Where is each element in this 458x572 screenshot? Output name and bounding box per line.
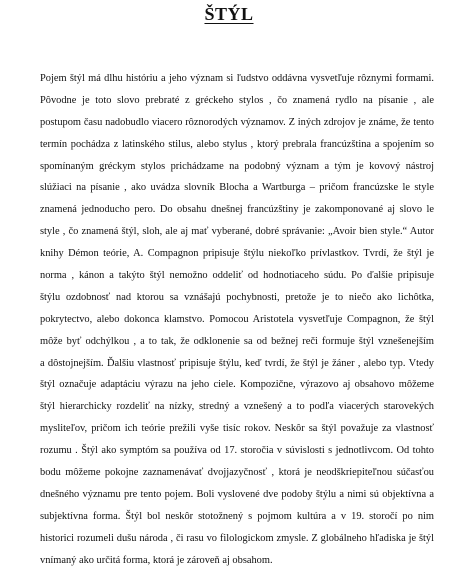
paragraph-line: mysliteľov, pričom ich teórie prežili vyše tisíc rokov. Neskôr sa štýl považuje za vlastnosť — [40, 423, 434, 435]
paragraph-line: môže byť odchýlkou , a to tak, že odklonenie sa od bežnej reči formuje štýl vznešenejším — [40, 335, 434, 347]
paragraph-line: postupom času nadobudlo viacero rôznorodých významov. Z iných zdrojov je známe, že tento — [40, 116, 434, 128]
paragraph-line: znamená jednoducho pero. Do obsahu dnešnej francúzštiny je zakomponované aj slovo le — [40, 204, 434, 216]
paragraph-line: rozumu . Štýl ako symptóm sa používa od 17. storočia v súvislosti s jednotlivcom. Od tohto — [40, 445, 434, 457]
paragraph-line: Pojem štýl má dlhu históriu a jeho význam si ľudstvo oddávna vysvetľuje rôznymi formami. — [40, 73, 434, 84]
paragraph-line: a dôstojnejším. Ďalšiu vlastnosť pripisuje štýlu, keď tvrdí, že štýl je žáner , alebo typ. Vtedy — [40, 357, 434, 369]
paragraph-line: vnímaný ako určitá forma, ktorá je zároveň aj obsahom. — [40, 554, 273, 566]
paragraph-line: pokrytectvo, alebo dokonca klamstvo. Pomocou Aristotela vysvetľuje Compagnon, že štýl — [40, 313, 434, 325]
paragraph-line: štýl označuje adaptáciu výrazu na jeho ciele. Kompozične, výrazovo aj obsahovo môžeme — [40, 379, 434, 391]
paragraph-line: bodu môžeme pokojne zaznamenávať dvojjazyčnosť , ktorá je neodškriepiteľnou súčasťou — [40, 467, 434, 479]
paragraph-line: norma , kánon a takýto štýl nemožno oddeliť od hodnotiaceho súdu. Po ďalšie pripisuje — [40, 270, 434, 282]
document-body — [40, 68, 434, 566]
paragraph-line: subjektívna forma. Štýl bol neskôr stotožnený s pojmom kultúra a v 19. storočí po nim — [40, 510, 434, 522]
paragraph-line: style , čo znamená štýl, sloh, ale aj mať vyberané, dobré správanie: „Avoir bien style.“ Autor — [40, 226, 434, 238]
paragraph-line: historici rozumeli dušu národa , či rasu vo filologickom zmysle. Z globálneho hľadiska je štýl — [40, 532, 434, 544]
paragraph-line: štýlu ozdobnosť nad ktorou sa vznášajú pochybnosti, pretože je to niečo ako lichôtka, — [40, 291, 434, 303]
paragraph-line: spomínaným gréckym stylos prichádzame na podobný význam a tým je kovový nástroj — [40, 160, 434, 172]
paragraph-line: knihy Démon teórie, A. Compagnon pripisuje štýlu niekoľko prívlastkov. Tvrdí, že štýl je — [40, 248, 434, 260]
paragraph-line: slúžiaci na písanie , ako uvádza slovník Blocha a Wartburga – pričom francúzske le style — [40, 182, 434, 194]
paragraph-line: termín pochádza z latinského stilus, alebo stylus , ktorý prebrala francúzština a spojením so — [40, 138, 434, 150]
paragraph-line: dnešného významu pre tento pojem. Boli vyslovené dve podoby štýlu a nimi sú objektívna a — [40, 488, 434, 500]
paragraph-line: štýl hierarchicky rozdeliť na nízky, stredný a vznešený a to podľa viacerých starovekých — [40, 401, 434, 413]
paragraph-line: Pôvodne je toto slovo prebraté z gréckeho stylos , čo znamená rydlo na písanie , ale — [40, 94, 434, 106]
document-title: ŠTÝL — [204, 4, 254, 24]
